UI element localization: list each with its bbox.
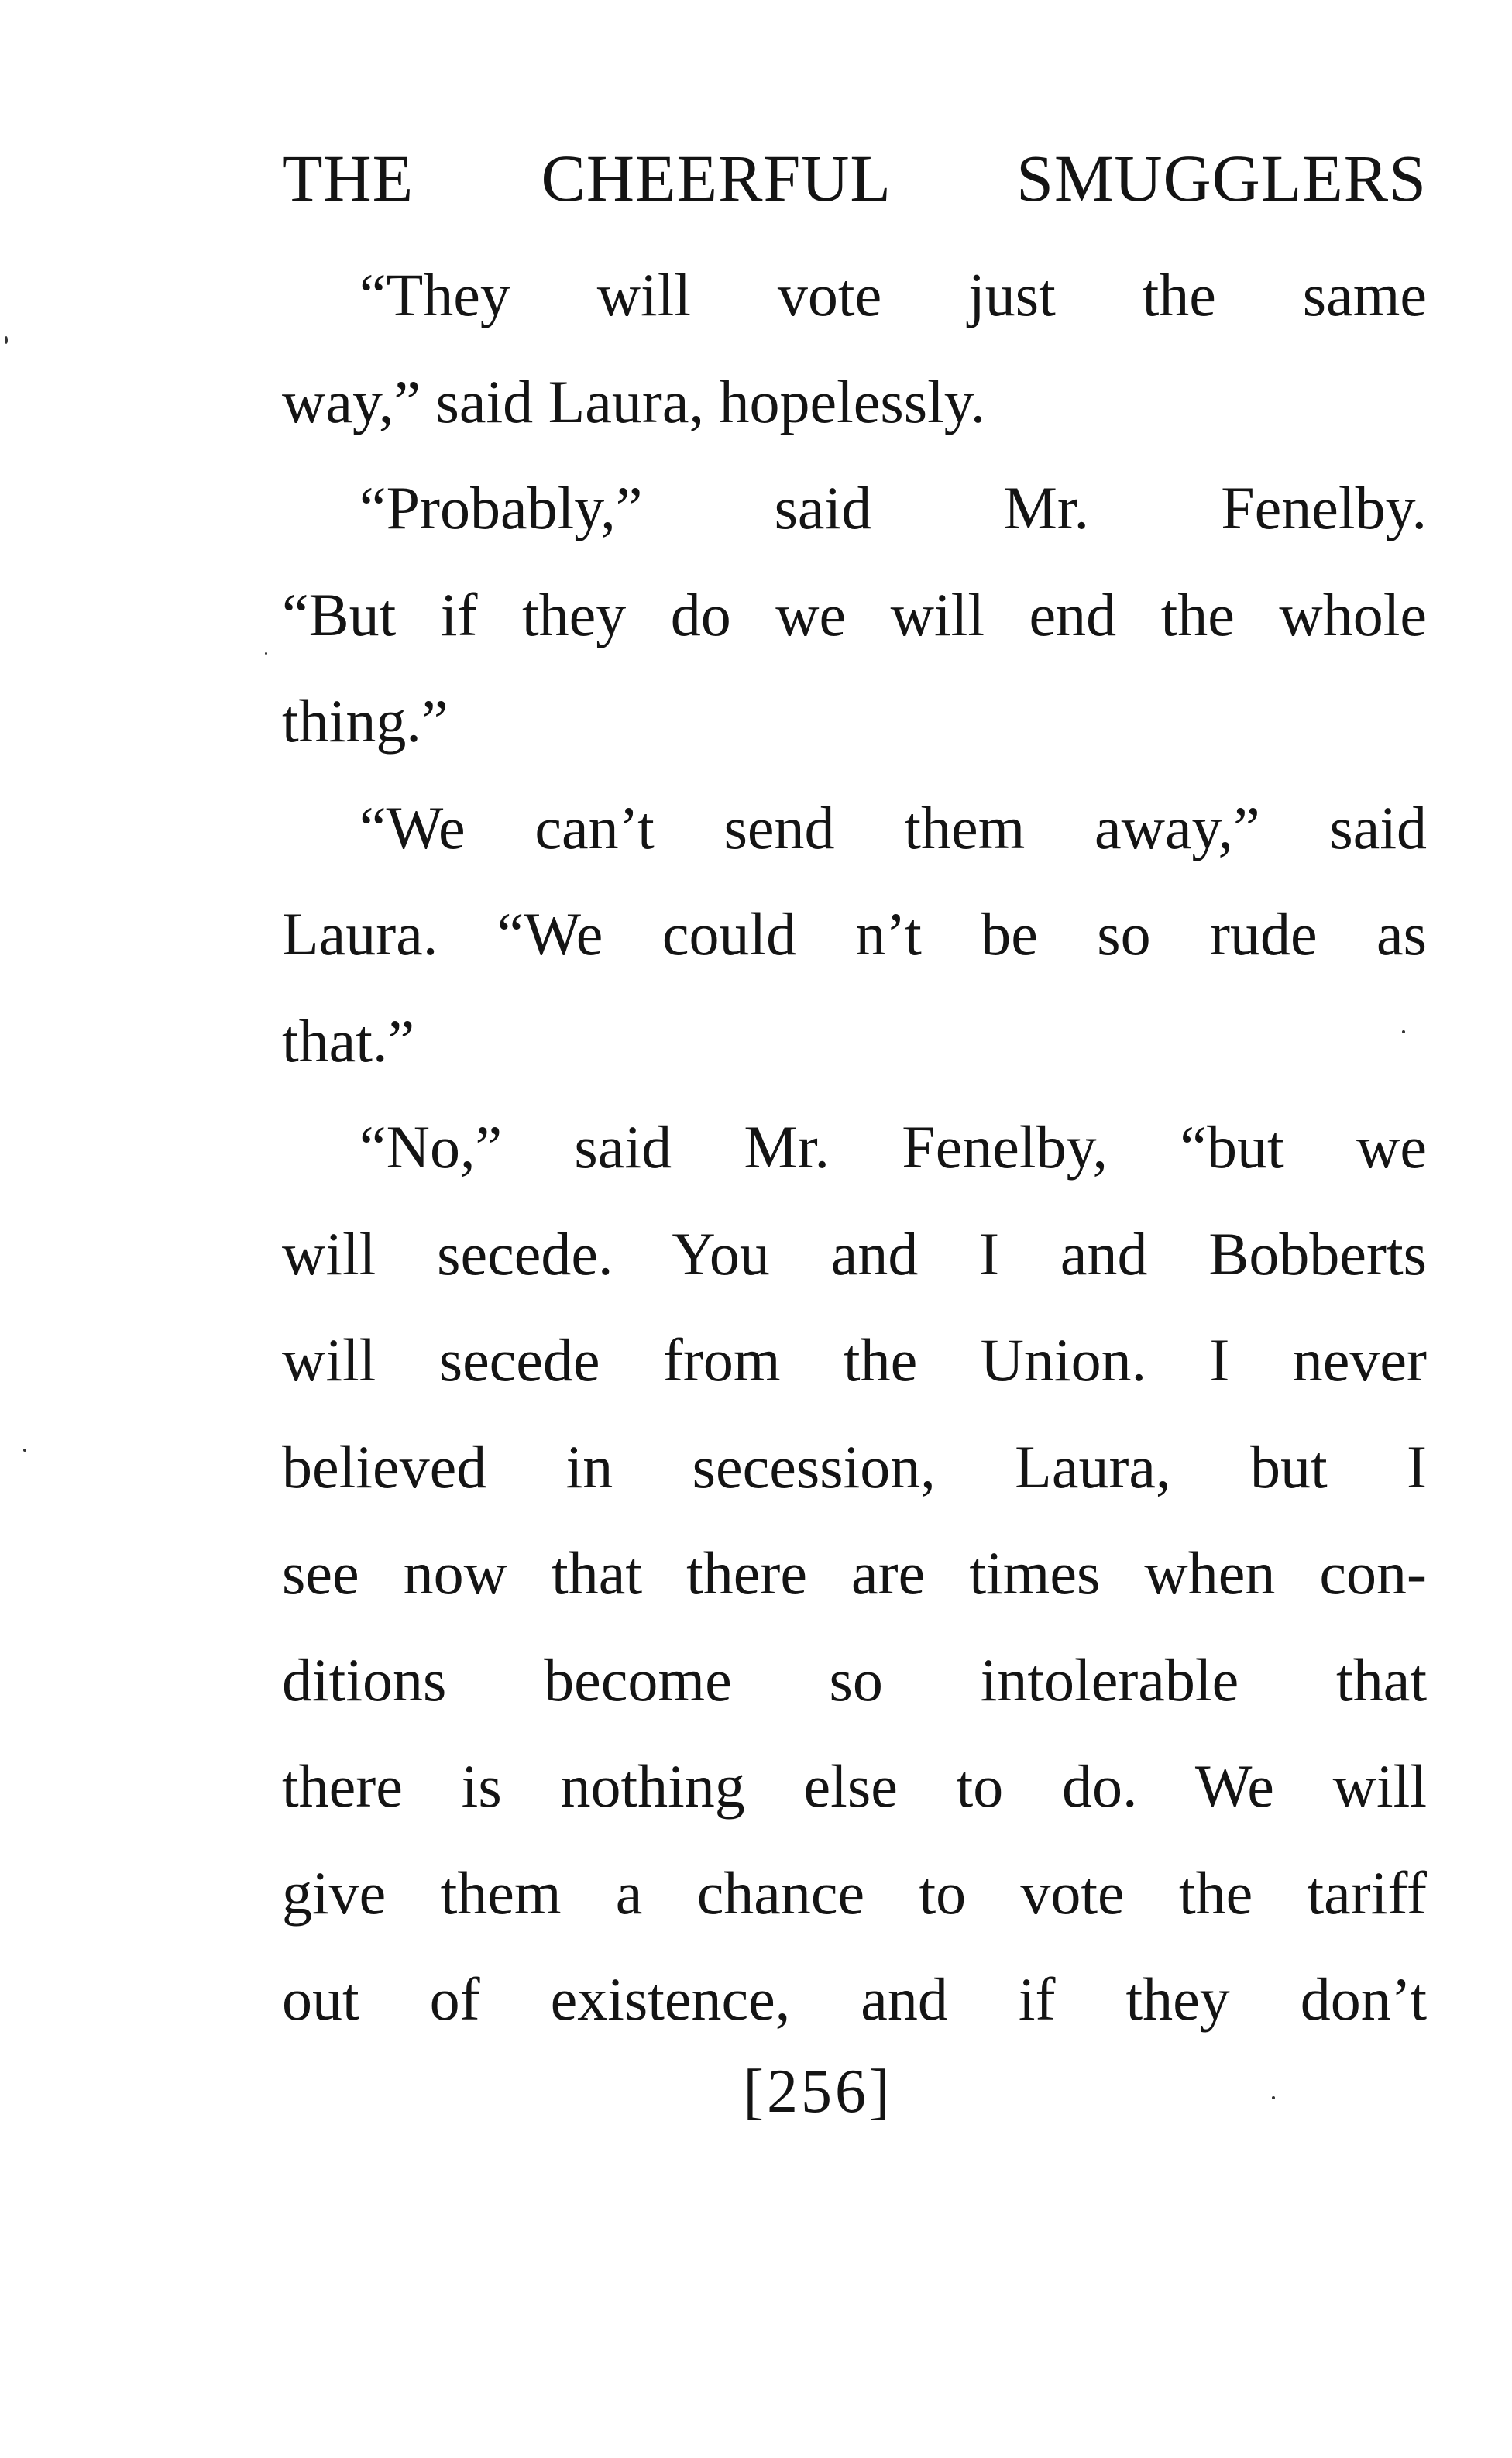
text-line: ditions become so intolerable that <box>282 1645 1427 1714</box>
text-line: thing.” <box>282 687 448 755</box>
text-line: “We can’t send them away,” said <box>359 793 1427 861</box>
body-text <box>282 242 1427 2053</box>
text-line: believed in secession, Laura, but I <box>282 1432 1427 1501</box>
text-line: “No,” said Mr. Fenelby, “but we <box>359 1113 1427 1181</box>
text-line: “Probably,” said Mr. Fenelby. <box>359 474 1427 541</box>
text-line: “They will vote just the same <box>359 261 1427 328</box>
paragraph-2 <box>282 455 1427 775</box>
text-line: there is nothing else to do. We will <box>282 1752 1427 1820</box>
scan-speck <box>265 652 267 655</box>
scan-speck <box>1272 2096 1275 2099</box>
paragraph-4 <box>282 1094 1427 2053</box>
scan-speck <box>23 1449 26 1452</box>
scan-speck <box>5 336 8 344</box>
text-line: will secede. You and I and Bobberts <box>282 1219 1427 1287</box>
scan-speck <box>1402 1030 1405 1033</box>
paragraph-3 <box>282 775 1427 1095</box>
running-head: THE CHEERFUL SMUGGLERS <box>282 141 1427 215</box>
text-line: that.” <box>282 1006 415 1074</box>
paragraph-1 <box>282 242 1427 455</box>
text-line: “But if they do we will end the whole <box>282 580 1427 648</box>
text-line: will secede from the Union. I never <box>282 1326 1427 1394</box>
text-line: give them a chance to vote the tariff <box>282 1858 1427 1927</box>
text-line: way,” said Laura, hopelessly. <box>282 367 986 435</box>
text-line: out of existence, and if they don’t <box>282 1965 1427 2033</box>
page-number: [256] <box>743 2058 893 2126</box>
text-line: see now that there are times when con- <box>282 1539 1427 1607</box>
text-line: Laura. “We could n’t be so rude as <box>282 900 1427 968</box>
